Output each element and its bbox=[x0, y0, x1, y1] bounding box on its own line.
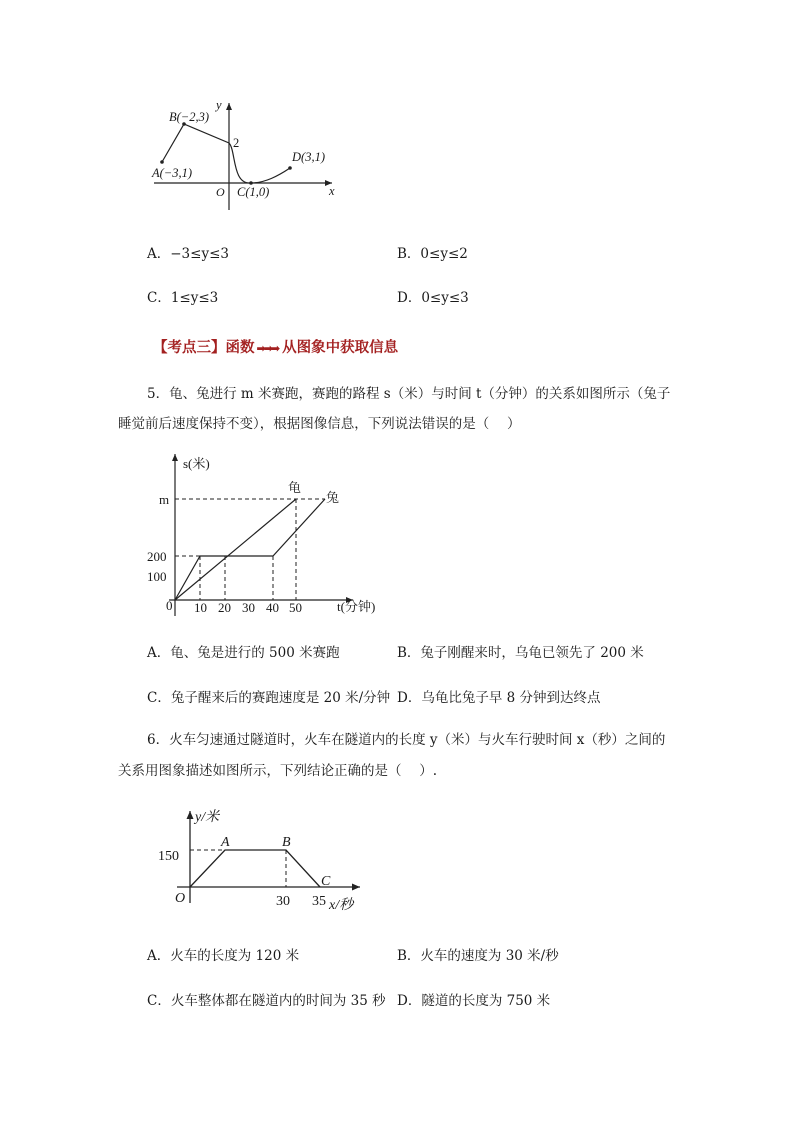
q6-option-c: C．火车整体都在隧道内的时间为 35 秒 bbox=[147, 993, 386, 1009]
q6-point-c: C bbox=[321, 874, 331, 889]
q5-turtle-line bbox=[175, 499, 296, 600]
point-a bbox=[160, 160, 164, 164]
label-d: D(3,1) bbox=[292, 150, 325, 164]
q5-line-2: 睡觉前后速度保持不变），根据图像信息，下列说法错误的是（ ） bbox=[118, 416, 521, 432]
section-subtitle: 从图象中获取信息 bbox=[282, 340, 399, 356]
section-heading bbox=[153, 336, 398, 357]
q5-x-tick-10: 10 bbox=[194, 600, 207, 615]
q6-origin: O bbox=[175, 891, 186, 906]
q6-option-a: A．火车的长度为 120 米 bbox=[147, 948, 300, 964]
label-o: O bbox=[216, 185, 225, 199]
q6-x-tick-30: 30 bbox=[276, 894, 290, 909]
q5-origin: 0 bbox=[166, 598, 173, 613]
q5-rabbit-line bbox=[175, 499, 325, 600]
q5-label-turtle: 龟 bbox=[288, 480, 302, 495]
q6-point-b: B bbox=[282, 835, 291, 850]
q5-line-1: 5．龟、兔进行 m 米赛跑，赛跑的路程 s（米）与时间 t（分钟）的关系如图所示（兔子 bbox=[147, 386, 671, 402]
y-axis-arrow bbox=[226, 103, 232, 110]
label-b: B(−2,3) bbox=[169, 110, 210, 124]
q4-option-b: B．0≤y≤2 bbox=[397, 246, 468, 262]
q5-x-axis-label: t(分钟) bbox=[337, 599, 376, 614]
figure-1-graph bbox=[140, 95, 350, 210]
q4-option-a: A．−3≤y≤3 bbox=[147, 246, 229, 262]
q6-line-1: 6．火车匀速通过隧道时，火车在隧道内的长度 y（米）与火车行驶时间 x（秒）之间的 bbox=[147, 732, 666, 748]
q6-y-axis-label: y/米 bbox=[195, 810, 220, 825]
q5-option-b: B．兔子刚醒来时，乌龟已领先了 200 米 bbox=[397, 645, 644, 661]
q5-label-rabbit: 兔 bbox=[326, 490, 340, 505]
q5-option-a: A．龟、兔是进行的 500 米赛跑 bbox=[147, 645, 340, 661]
q5-x-tick-40: 40 bbox=[266, 600, 279, 615]
q5-option-c: C．兔子醒来后的赛跑速度是 20 米/分钟 bbox=[147, 690, 391, 706]
q5-chart bbox=[145, 450, 395, 620]
q6-option-d: D．隧道的长度为 750 米 bbox=[397, 993, 551, 1009]
q6-graph-line bbox=[190, 850, 320, 887]
q5-x-tick-30: 30 bbox=[242, 600, 255, 615]
q6-y-tick-150: 150 bbox=[158, 849, 179, 864]
q6-chart bbox=[155, 805, 370, 915]
q6-option-b: B．火车的速度为 30 米/秒 bbox=[397, 948, 559, 964]
q5-option-d: D．乌龟比兔子早 8 分钟到达终点 bbox=[397, 690, 601, 706]
arrow-decoration: ➡➡➡ bbox=[256, 342, 279, 355]
q5-y-axis-label: s(米) bbox=[183, 456, 210, 471]
axis-label-y: y bbox=[216, 98, 222, 112]
q6-y-axis-arrow bbox=[187, 811, 194, 819]
axis-label-x: x bbox=[329, 184, 335, 198]
section-title: 【考点三】函数 bbox=[153, 340, 255, 356]
q4-option-d: D．0≤y≤3 bbox=[397, 290, 469, 306]
label-a: A(−3,1) bbox=[152, 166, 193, 180]
q4-option-c: C．1≤y≤3 bbox=[147, 290, 219, 306]
label-c: C(1,0) bbox=[237, 185, 270, 199]
q6-x-axis-label: x/秒 bbox=[329, 898, 354, 913]
q6-x-tick-35: 35 bbox=[312, 894, 326, 909]
q5-x-tick-50: 50 bbox=[289, 600, 302, 615]
q6-x-axis-arrow bbox=[352, 884, 360, 891]
label-2: 2 bbox=[233, 136, 240, 150]
point-d bbox=[288, 166, 292, 170]
q5-x-tick-20: 20 bbox=[218, 600, 231, 615]
q5-y-tick-200: 200 bbox=[147, 549, 167, 564]
q6-point-a: A bbox=[221, 835, 230, 850]
q5-y-tick-100: 100 bbox=[147, 569, 167, 584]
q5-y-axis-arrow bbox=[172, 454, 178, 461]
q5-y-tick-m: m bbox=[159, 492, 170, 507]
q6-line-2: 关系用图象描述如图所示，下列结论正确的是（ ）. bbox=[118, 763, 438, 779]
